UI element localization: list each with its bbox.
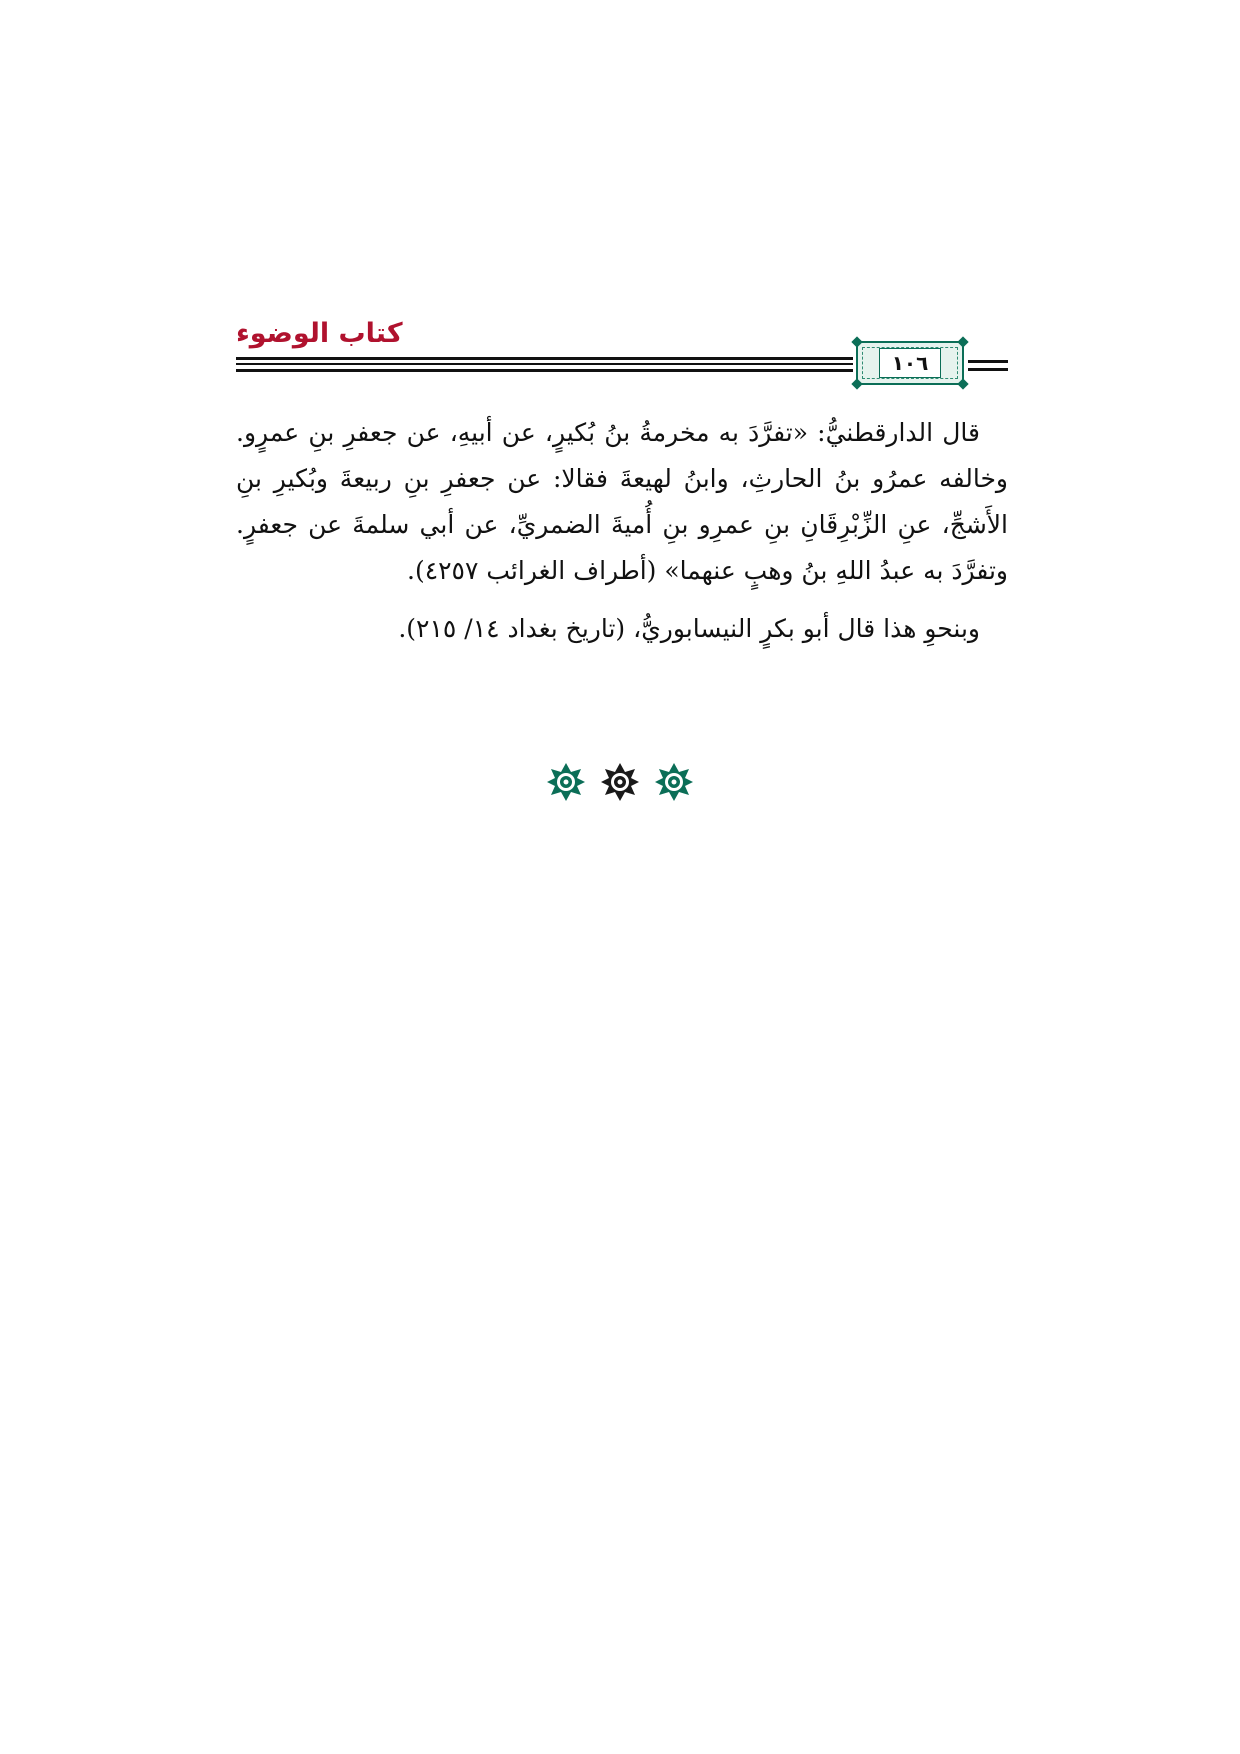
chapter-title: كتاب الوضوء: [236, 318, 403, 349]
page-body: [236, 410, 1008, 652]
page-number: ١٠٦: [879, 348, 942, 378]
header-rule: [236, 363, 853, 365]
header-rule: [236, 369, 853, 372]
section-ornament: [0, 762, 1240, 802]
header-rule: [968, 368, 1008, 371]
badge-corner-icon: [957, 336, 968, 347]
page-number-badge: [856, 341, 964, 385]
flower-ornament-icon: [546, 762, 586, 802]
flower-ornament-icon: [654, 762, 694, 802]
badge-corner-icon: [851, 336, 862, 347]
header-rule: [968, 360, 1008, 363]
badge-corner-icon: [957, 378, 968, 389]
flower-ornament-icon: [600, 762, 640, 802]
badge-corner-icon: [851, 378, 862, 389]
header-rule: [236, 357, 853, 360]
paragraph: قال الدارقطنيُّ: «تفرَّدَ به مخرمةُ بنُ بُكيرٍ، عن أبيهِ، عن جعفرِ بنِ عمرٍو. وخالفه عمرُو بنُ الحارثِ، وابنُ لهيعةَ فقالا: عن جعفرِ بنِ ربيعةَ وبُكيرِ بنِ الأَشجِّ، عنِ الزِّبْرِقَانِ بنِ عمرِو بنِ أُميةَ الضمريِّ، عن أبي سلمةَ عن جعفرٍ. وتفرَّدَ به عبدُ اللهِ بنُ وهبٍ عنهما» (أطراف الغرائب ٤٢٥٧).: [236, 418, 1008, 585]
paragraph: وبنحوِ هذا قال أبو بكرٍ النيسابوريُّ، (تاريخ بغداد ١٤/ ٢١٥).: [398, 614, 980, 643]
